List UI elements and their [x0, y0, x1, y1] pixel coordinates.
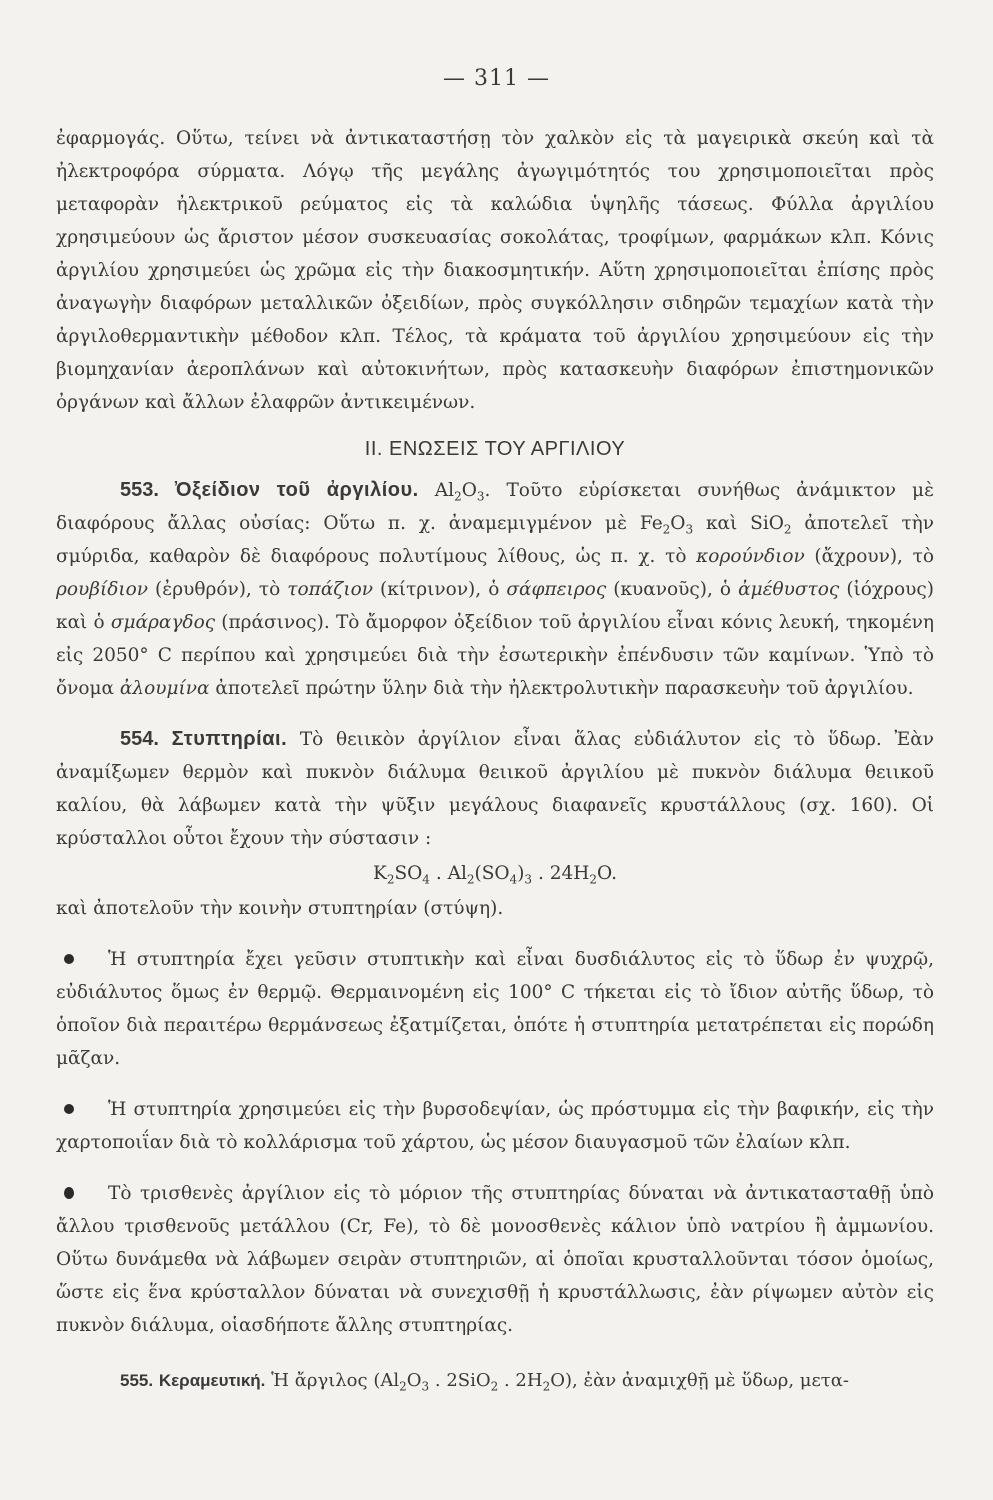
body-text: (κυανοῦς), ὁ [606, 579, 739, 600]
formula-text: SO [394, 863, 423, 884]
body-text: Τὸ τρισθενὲς ἀργίλιον εἰς τὸ μόριον τῆς στυπτηρίας δύναται νὰ ἀντικατασταθῇ ὑπὸ ἄλλου τρισθενοῦς μετάλλου (Cr, Fe), τὸ δὲ μονοσθενὲς κάλιον ὑπὸ νατρίου ἢ ἀμμωνίου. Οὕτω δυνάμεθα νὰ λάβωμεν σειρὰν στυπτηριῶν, αἱ ὁποῖαι κρυσταλλοῦνται τόσον ὁμοίως, ὥστε εἰς ἕνα κρύσταλλον δύναται νὰ συνεχισθῇ ἡ κρυστάλλωσις, ἐὰν ρίψωμεν αὐτὸν εἰς πυκνὸν διάλυμα, οἱασδήποτε ἄλλης στυπτηρίας. [56, 1183, 934, 1336]
subscript: 2 [466, 872, 475, 887]
subscript: 3 [685, 522, 694, 537]
body-text: . Τοῦτο εὑρίσκεται συνήθως ἀνάμικτον μὲ διαφόρους ἄλλας οὐσίας: Οὕτω π. χ. ἀναμεμιγμένον μὲ Fe [56, 480, 934, 534]
bullet-paragraph-1 [56, 943, 934, 1075]
paragraph-553 [56, 474, 934, 705]
formula-text: . 2SiO [429, 1370, 491, 1391]
body-text: ἀποτελεῖ πρώτην ὕλην διὰ τὴν ἠλεκτρολυτικὴν παρασκευὴν τοῦ ἀργιλίου. [209, 678, 914, 699]
formula-text: K [372, 863, 387, 884]
subscript: 2 [662, 522, 671, 537]
subscript: 4 [509, 872, 518, 887]
bullet-icon [64, 954, 74, 964]
paragraph-number: 554. [120, 728, 159, 750]
subscript: 2 [454, 489, 462, 504]
formula-text: . 24H [532, 863, 590, 884]
intro-paragraph: ἐφαρμογάς. Οὕτω, τείνει νὰ ἀντικαταστήσῃ τὸν χαλκὸν εἰς τὰ μαγειρικὰ σκεύη καὶ τὰ ἠλεκτροφόρα σύρματα. Λόγῳ τῆς μεγάλης ἀγωγιμότητός του χρησιμοποιεῖται πρὸς μεταφορὰν ἠλεκτρικοῦ ρεύματος εἰς τὰ καλώδια ὑψηλῆς τάσεως. Φύλλα ἀργιλίου χρησιμεύουν ὡς ἄριστον μέσον συσκευασίας σοκολάτας, τροφίμων, φαρμάκων κλπ. Κόνις ἀργιλίου χρησιμεύει ὡς χρῶμα εἰς τὴν διακοσμητικήν. Αὕτη χρησιμοποιεῖται ἐπίσης πρὸς ἀναγωγὴν διαφόρων μεταλλικῶν ὀξειδίων, πρὸς συγκόλλησιν σιδηρῶν τεμαχίων κατὰ τὴν ἀργιλοθερμαντικὴν μέθοδον κλπ. Τέλος, τὰ κράματα τοῦ ἀργιλίου χρησιμεύουν εἰς τὴν βιομηχανίαν ἀεροπλάνων καὶ αὐτοκινήτων, πρὸς κατασκευὴν διαφόρων ἐπιστημονικῶν ὀργάνων καὶ ἄλλων ἐλαφρῶν ἀντικειμένων. [56, 128, 934, 413]
mineral-name: σάφπειρος [506, 579, 607, 600]
body-text: Τὸ θειικὸν ἀργίλιον εἶναι ἅλας εὐδιάλυτον εἰς τὸ ὕδωρ. Ἐὰν ἀναμίξωμεν θερμὸν καὶ πυκνὸν διάλυμα θειικοῦ ἀργιλίου μὲ πυκνὸν διάλυμα θειικοῦ καλίου, θὰ λάβωμεν κατὰ τὴν ψῦξιν μεγάλους διαφανεῖς κρυστάλλους (σχ. 160). Οἱ κρύσταλλοι οὗτοι ἔχουν τὴν σύστασιν : [56, 729, 934, 849]
formula-text: Al [434, 480, 455, 501]
body-text: (ἄχρουν), τὸ [804, 546, 934, 567]
mineral-name: τοπάζιον [287, 579, 373, 600]
mineral-name: ρουβίδιον [56, 579, 148, 600]
mineral-name: ἀμέθυστος [738, 579, 840, 600]
formula-text: O [461, 480, 477, 501]
formula-text: O. [597, 863, 617, 884]
paragraph-heading: Κεραμευτική. [158, 1371, 266, 1390]
formula-text: . 2H [498, 1370, 543, 1391]
paragraph-heading: Ὀξείδιον τοῦ ἀργιλίου. [175, 479, 419, 501]
paragraph-554 [56, 723, 934, 855]
bullet-icon [64, 1187, 74, 1199]
subscript: 2 [589, 872, 598, 887]
subscript: 2 [399, 1379, 407, 1394]
paragraph-heading: Στυπτηρίαι. [171, 728, 288, 750]
body-text: (πράσινος). Τὸ ἄμορφον ὀξείδιον τοῦ ἀργιλίου εἶναι κόνις λευκή, τηκομένη εἰς 2050° C περίπου καὶ χρησιμεύει διὰ τὴν ἐσωτερικὴν ἐπένδυσιν τῶν καμίνων. Ὑπὸ τὸ ὄνομα [56, 612, 934, 699]
formula-text: O [670, 513, 686, 534]
mineral-name: κορούνδιον [696, 546, 805, 567]
paragraph-number: 555. [120, 1371, 154, 1390]
mineral-name: σμάραγδος [110, 612, 216, 633]
paragraph-555 [56, 1364, 934, 1397]
bullet-paragraph-3 [56, 1177, 934, 1342]
section-title: ΙΙ. ΕΝΩΣΕΙΣ ΤΟΥ ΑΡΓΙΛΙΟΥ [364, 438, 626, 460]
subscript: 2 [542, 1379, 551, 1394]
body-text: (ἰόχρους) καὶ ὁ [56, 579, 934, 633]
page-number: — 311 — [443, 66, 550, 91]
subscript: 4 [422, 872, 430, 887]
subscript: 2 [783, 522, 792, 537]
formula-text: ) [517, 863, 525, 884]
formula-text: (SO [474, 863, 510, 884]
body-text: (ἐρυθρόν), τὸ [148, 579, 288, 600]
body-text: (κίτρινον), ὁ [372, 579, 507, 600]
page-body [56, 122, 934, 1397]
mineral-name: ἀλουμίνα [119, 678, 210, 699]
alum-formula [56, 857, 934, 890]
subscript: 2 [490, 1379, 499, 1394]
subscript: 3 [524, 872, 533, 887]
subscript: 2 [386, 872, 395, 887]
body-text: Ἡ στυπτηρία ἔχει γεῦσιν στυπτικὴν καὶ εἶναι δυσδιάλυτος εἰς τὸ ὕδωρ ἐν ψυχρῷ, εὐδιάλυτος ὅμως ἐν θερμῷ. Θερμαινομένη εἰς 100° C τήκεται εἰς τὸ ἴδιον αὐτῆς ὕδωρ, τὸ ὁποῖον διὰ περαιτέρω θερμάνσεως ἐξατμίζεται, ὁπότε ἡ στυπτηρία μετατρέπεται εἰς πορώδη μᾶζαν. [56, 949, 934, 1069]
body-text: ἀποτελεῖ τὴν σμύριδα, καθαρὸν δὲ διαφόρους πολυτίμους λίθους, ὡς π. χ. τὸ [56, 513, 935, 567]
body-text: Ἡ στυπτηρία χρησιμεύει εἰς τὴν βυρσοδεψίαν, ὡς πρόστυμμα εἰς τὴν βαφικήν, εἰς τὴν χαρτοποιΐαν διὰ τὸ κολλάρισμα τοῦ χάρτου, ὡς μέσον διαυγασμοῦ τῶν ἐλαίων κλπ. [56, 1099, 934, 1153]
paragraph-number: 553. [120, 479, 159, 501]
body-text: O), ἐὰν ἀναμιχθῇ μὲ ὕδωρ, μετα- [550, 1370, 849, 1391]
body-text: καὶ SiO [693, 513, 784, 534]
alum-definition: καὶ ἀποτελοῦν τὴν κοινὴν στυπτηρίαν (στύψη). [56, 898, 504, 919]
formula-text: O [406, 1370, 422, 1391]
bullet-icon [64, 1104, 74, 1114]
formula-text: . Al [429, 863, 467, 884]
subscript: 3 [476, 489, 485, 504]
bullet-paragraph-2 [56, 1093, 934, 1159]
subscript: 3 [421, 1379, 430, 1394]
body-text: Ἡ ἄργιλος (Al [271, 1370, 400, 1391]
